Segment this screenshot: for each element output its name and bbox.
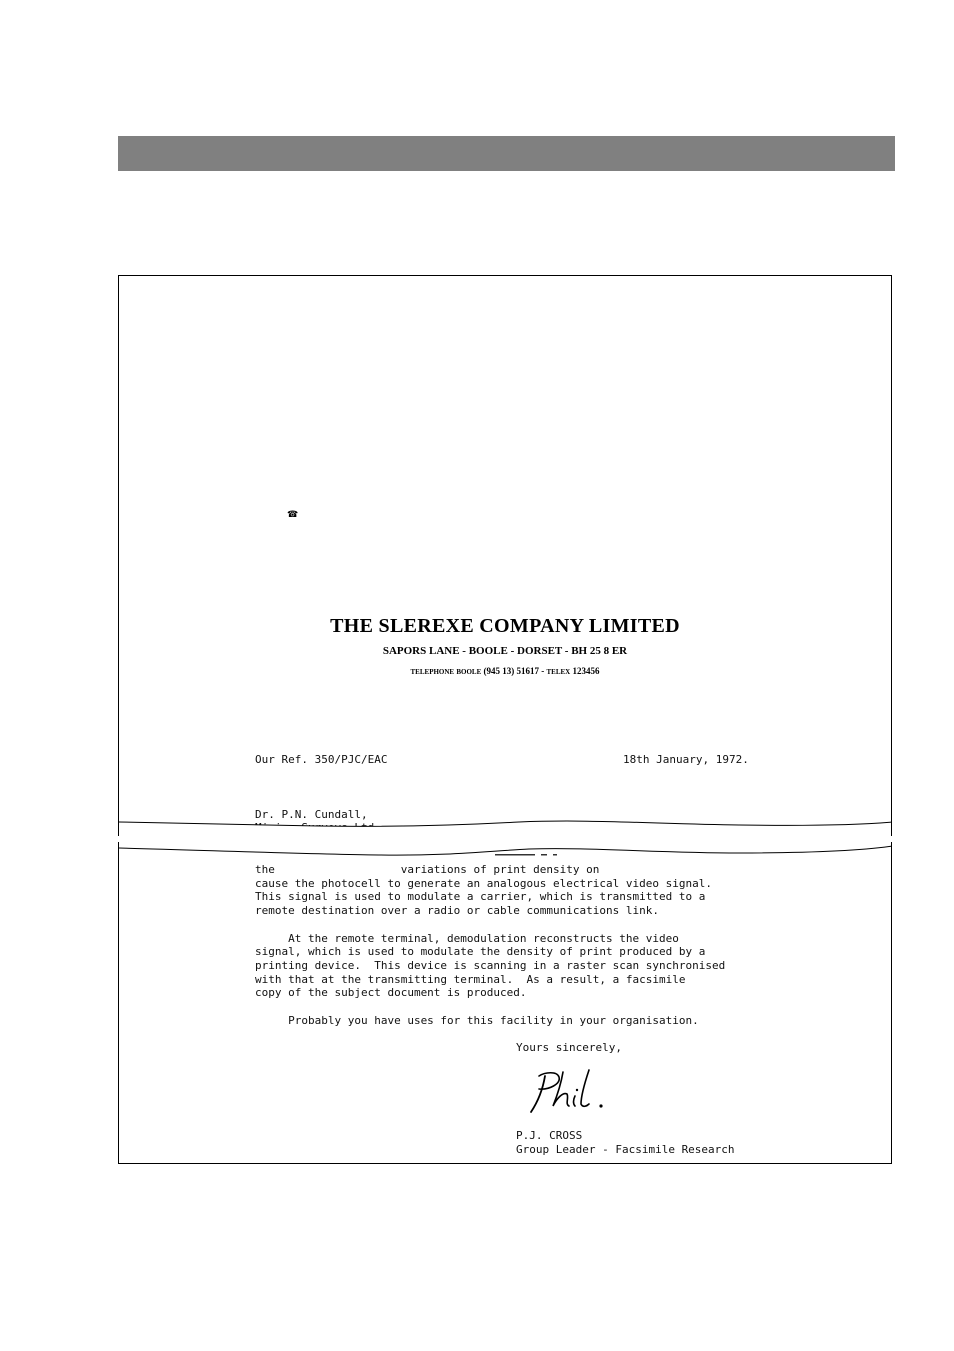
torn-edge-top xyxy=(119,816,892,836)
company-contact xyxy=(119,666,891,676)
letter-bottom-panel xyxy=(118,842,892,1164)
header-band xyxy=(118,136,895,171)
telephone-label: TELEPHONE xyxy=(410,668,455,676)
telephone-icon: ☎ xyxy=(287,509,299,519)
telephone-city: BOOLE xyxy=(456,668,482,676)
torn-text-fragment xyxy=(495,853,565,857)
body-line: the variations of print density on xyxy=(255,863,600,876)
body-line: copy of the subject document is produced. xyxy=(255,986,527,1000)
torn-edge-bottom xyxy=(119,842,892,862)
body-line: printing device. This device is scanning in a raster scan synchronised xyxy=(255,958,726,972)
telephone-number: (945 13) 51617 xyxy=(483,666,539,676)
body-line: signal, which is used to modulate the density of print produced by a xyxy=(255,945,706,959)
signer-title: Group Leader - Facsimile Research xyxy=(516,1143,735,1156)
body-line: cause the photocell to generate an analogous electrical video signal. xyxy=(255,876,712,890)
company-name: THE SLEREXE COMPANY LIMITED xyxy=(330,615,680,637)
closing: Yours sincerely, xyxy=(516,1041,622,1054)
body-line: with that at the transmitting terminal. As a result, a facsimile xyxy=(255,972,686,986)
letter-top-panel xyxy=(118,275,892,836)
signer-name: P.J. CROSS xyxy=(516,1129,583,1142)
our-reference: Our Ref. 350/PJC/EAC xyxy=(255,753,388,766)
telex-label: TELEX xyxy=(546,668,571,676)
body-line: This signal is used to modulate a carrier, which is transmitted to a xyxy=(255,890,706,904)
company-address: SAPORS LANE - BOOLE - DORSET - BH 25 8 ER xyxy=(382,645,628,657)
body-line: At the remote terminal, demodulation reconstructs the video xyxy=(255,931,679,945)
telex-number: 123456 xyxy=(572,666,600,676)
body-line: Probably you have uses for this facility in your organisation. xyxy=(255,1013,699,1027)
recipient-name: Dr. P.N. Cundall, xyxy=(255,808,368,821)
body-line xyxy=(255,1000,725,1014)
body-line: remote destination over a radio or cable communications link. xyxy=(255,904,659,918)
body-line xyxy=(255,918,725,932)
contact-separator: - xyxy=(539,666,547,676)
letter-body xyxy=(255,863,725,1027)
signature xyxy=(523,1068,613,1118)
letter-date: 18th January, 1972. xyxy=(623,753,749,766)
